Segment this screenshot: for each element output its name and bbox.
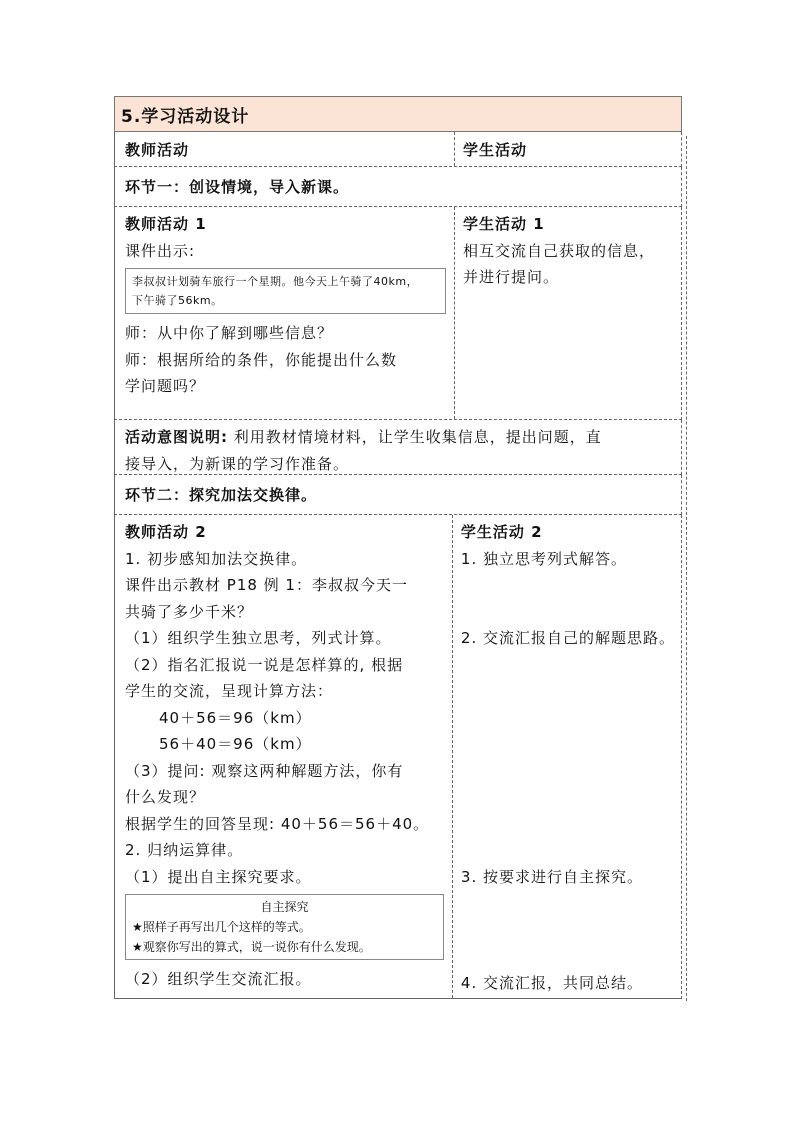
teacher-step-13: （1）提出自主探究要求。 xyxy=(125,867,312,886)
teacher-activity-heading: 教师活动 1 xyxy=(125,215,207,233)
teacher-step-12: 2. 归纳运算律。 xyxy=(125,841,244,859)
teacher-question-1: 师：从中你了解到哪些信息？ xyxy=(125,324,334,342)
student-step-4: 4. 交流汇报，共同总结。 xyxy=(460,974,643,992)
equation-1: 40＋56＝96（km） xyxy=(159,708,312,727)
teacher-step-5: （2）指名汇报说一说是怎样算的, 根据 xyxy=(125,655,404,674)
stage2-teacher-cell xyxy=(115,515,453,998)
teacher-step-2: 课件出示教材 P18 例 1：李叔叔今天一 xyxy=(125,576,408,594)
intent-label: 活动意图说明: xyxy=(125,428,228,446)
section-title: 5.学习活动设计 xyxy=(114,96,682,132)
stage1-teacher-cell xyxy=(115,207,455,419)
student-text-1: 相互交流自己获取的信息， xyxy=(463,241,656,260)
outer-dashed-border xyxy=(686,136,687,1001)
equation-2: 56＋40＝96（km） xyxy=(159,735,312,753)
student-activity-heading: 学生活动 1 xyxy=(463,215,545,233)
courseware-text-2: 下午骑了56km。 xyxy=(132,294,223,307)
activity-intent xyxy=(114,420,682,475)
self-inquiry-box xyxy=(125,894,444,960)
student-activity-heading: 学生活动 2 xyxy=(460,523,543,541)
student-text-2: 并进行提问。 xyxy=(463,268,560,286)
stage1-row xyxy=(114,207,682,420)
teacher-step-3: 共骑了多少千米？ xyxy=(125,602,254,621)
student-column-header: 学生活动 xyxy=(463,141,528,159)
stage2-title: 环节二：探究加法交换律。 xyxy=(114,475,682,515)
student-step-3: 3. 按要求进行自主探究。 xyxy=(460,867,643,886)
student-step-1: 1. 独立思考列式解答。 xyxy=(460,549,627,568)
stage1-student-cell xyxy=(455,207,681,419)
teacher-column-header: 教师活动 xyxy=(115,132,455,166)
teacher-step-6: 学生的交流，呈现计算方法： xyxy=(125,682,334,700)
student-step-2: 2. 交流汇报自己的解题思路。 xyxy=(460,629,675,647)
self-inquiry-item-1: ★照样子再写出几个这样的等式。 xyxy=(132,920,311,934)
teacher-activity-heading: 教师活动 2 xyxy=(125,523,207,541)
intent-text-2: 接导入，为新课的学习作准备。 xyxy=(125,454,350,473)
teacher-step-11: 根据学生的回答呈现: 40＋56＝56＋40。 xyxy=(125,814,430,833)
self-inquiry-item-2: ★观察你写出的算式，说一说你有什么发现。 xyxy=(132,940,371,954)
lesson-design-table xyxy=(114,96,682,999)
stage2-student-cell xyxy=(453,515,681,998)
courseware-box xyxy=(125,268,446,314)
stage1-title: 环节一：创设情境，导入新课。 xyxy=(114,167,682,207)
teacher-step-1: 1. 初步感知加法交换律。 xyxy=(125,549,308,568)
column-header-row xyxy=(114,132,682,167)
stage2-row xyxy=(114,515,682,999)
teacher-step-14: （2）组织学生交流汇报。 xyxy=(125,970,312,988)
intent-text-1: 利用教材情境材料，让学生收集信息，提出问题，直 xyxy=(228,428,602,446)
teacher-step-4: （1）组织学生独立思考，列式计算。 xyxy=(125,629,392,647)
teacher-question-2b: 学问题吗？ xyxy=(125,377,206,395)
teacher-step-9: （3）提问: 观察这两种解题方法，你有 xyxy=(125,761,404,780)
courseware-text-1: 李叔叔计划骑车旅行一个星期。他今天上午骑了40km， xyxy=(132,275,419,288)
teacher-question-2a: 师：根据所给的条件，你能提出什么数 xyxy=(125,350,398,369)
teacher-step-10: 什么发现？ xyxy=(125,788,206,806)
courseware-label: 课件出示: xyxy=(125,241,196,260)
self-inquiry-title: 自主探究 xyxy=(260,900,309,914)
